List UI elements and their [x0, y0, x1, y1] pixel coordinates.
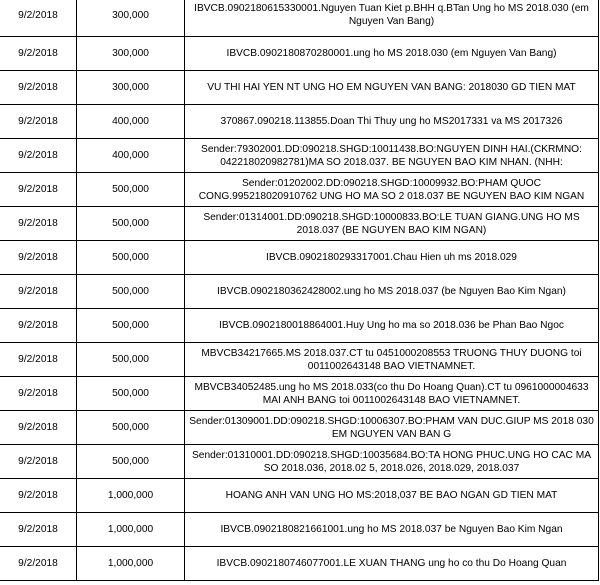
description-cell: IBVCB.0902180018864001.Huy Ung ho ma so 2018.036 be Phan Bao Ngoc — [185, 309, 599, 343]
date-cell: 9/2/2018 — [0, 547, 77, 581]
amount-cell: 500,000 — [77, 173, 185, 207]
amount-cell: 500,000 — [77, 377, 185, 411]
date-cell: 9/2/2018 — [0, 513, 77, 547]
description-cell: HOANG ANH VAN UNG HO MS:2018,037 BE BAO NGAN GD TIEN MAT — [185, 479, 599, 513]
table-row — [0, 207, 599, 241]
table-row — [0, 37, 599, 71]
date-cell: 9/2/2018 — [0, 445, 77, 479]
amount-cell: 400,000 — [77, 105, 185, 139]
date-cell: 9/2/2018 — [0, 139, 77, 173]
amount-cell: 300,000 — [77, 37, 185, 71]
table-row — [0, 445, 599, 479]
table-row — [0, 411, 599, 445]
description-cell: MBVCB34217665.MS 2018.037.CT tu 0451000208553 TRUONG THUY DUONG toi 0011002643148 BAO VIETNAMNET. — [185, 343, 599, 377]
description-cell: IBVCB.0902180746077001.LE XUAN THANG ung ho co thu Do Hoang Quan — [185, 547, 599, 581]
table-row — [0, 377, 599, 411]
table-row — [0, 343, 599, 377]
date-cell: 9/2/2018 — [0, 207, 77, 241]
table-row — [0, 105, 599, 139]
description-cell: VU THI HAI YEN NT UNG HO EM NGUYEN VAN BANG: 2018030 GD TIEN MAT — [185, 71, 599, 105]
amount-cell: 500,000 — [77, 309, 185, 343]
table-row — [0, 479, 599, 513]
table-row — [0, 309, 599, 343]
amount-cell: 1,000,000 — [77, 479, 185, 513]
description-cell: IBVCB.0902180870280001.ung ho MS 2018.030 (em Nguyen Van Bang) — [185, 37, 599, 71]
amount-cell: 1,000,000 — [77, 547, 185, 581]
description-cell: IBVCB.0902180821661001.ung ho MS 2018.037 be Nguyen Bao Kim Ngan — [185, 513, 599, 547]
date-cell: 9/2/2018 — [0, 343, 77, 377]
description-cell: Sender:01309001.DD:090218.SHGD:10006307.BO:PHAM VAN DUC.GIUP MS 2018 030 EM NGUYEN VAN BAN G — [185, 411, 599, 445]
date-cell: 9/2/2018 — [0, 377, 77, 411]
date-cell: 9/2/2018 — [0, 411, 77, 445]
description-cell: IBVCB.0902180615330001.Nguyen Tuan Kiet p.BHH q.BTan Ung ho MS 2018.030 (em Nguyen Van Bang) — [185, 0, 599, 37]
date-cell: 9/2/2018 — [0, 105, 77, 139]
amount-cell: 400,000 — [77, 139, 185, 173]
description-cell: 370867.090218.113855.Doan Thi Thuy ung ho MS2017331 va MS 2017326 — [185, 105, 599, 139]
table-row — [0, 513, 599, 547]
table-row — [0, 275, 599, 309]
amount-cell: 500,000 — [77, 241, 185, 275]
date-cell: 9/2/2018 — [0, 71, 77, 105]
table-row — [0, 139, 599, 173]
table-row — [0, 0, 599, 37]
date-cell: 9/2/2018 — [0, 0, 77, 37]
description-cell: Sender:01314001.DD:090218.SHGD:10000833.BO:LE TUAN GIANG.UNG HO MS 2018.037 (BE NGUYEN BAO KIM NGAN) — [185, 207, 599, 241]
date-cell: 9/2/2018 — [0, 479, 77, 513]
description-cell: IBVCB.0902180362428002.ung ho MS 2018.037 (be Nguyen Bao Kim Ngan) — [185, 275, 599, 309]
description-cell: Sender:79302001.DD:090218.SHGD:10011438.BO:NGUYEN DINH HAI.(CKRMNO: 042218020982781)MA SO 2018.037. BE NGUYEN BAO KIM NHAN. (NHH: — [185, 139, 599, 173]
description-cell: MBVCB34052485.ung ho MS 2018.033(co thu Do Hoang Quan).CT tu 0961000004633 MAI ANH BANG toi 0011002643148 BAO VIETNAMNET. — [185, 377, 599, 411]
description-cell: IBVCB.0902180293317001.Chau Hien uh ms 2018.029 — [185, 241, 599, 275]
amount-cell: 500,000 — [77, 343, 185, 377]
amount-cell: 500,000 — [77, 275, 185, 309]
description-cell: Sender:01310001.DD:090218.SHGD:10035684.BO:TA HONG PHUC.UNG HO CAC MA SO 2018.036, 2018.02 5, 2018.026, 2018.029, 2018.037 — [185, 445, 599, 479]
table-row — [0, 173, 599, 207]
date-cell: 9/2/2018 — [0, 37, 77, 71]
amount-cell: 500,000 — [77, 445, 185, 479]
table-row — [0, 241, 599, 275]
amount-cell: 300,000 — [77, 71, 185, 105]
amount-cell: 500,000 — [77, 207, 185, 241]
amount-cell: 300,000 — [77, 0, 185, 37]
date-cell: 9/2/2018 — [0, 173, 77, 207]
amount-cell: 500,000 — [77, 411, 185, 445]
description-cell: Sender:01202002.DD:090218.SHGD:10009932.BO:PHAM QUOC CONG.995218020910762 UNG HO MA SO 2 018.037 BE NGUYEN BAO KIM NGAN — [185, 173, 599, 207]
date-cell: 9/2/2018 — [0, 241, 77, 275]
date-cell: 9/2/2018 — [0, 275, 77, 309]
amount-cell: 1,000,000 — [77, 513, 185, 547]
table-row — [0, 71, 599, 105]
date-cell: 9/2/2018 — [0, 309, 77, 343]
table-row — [0, 547, 599, 581]
